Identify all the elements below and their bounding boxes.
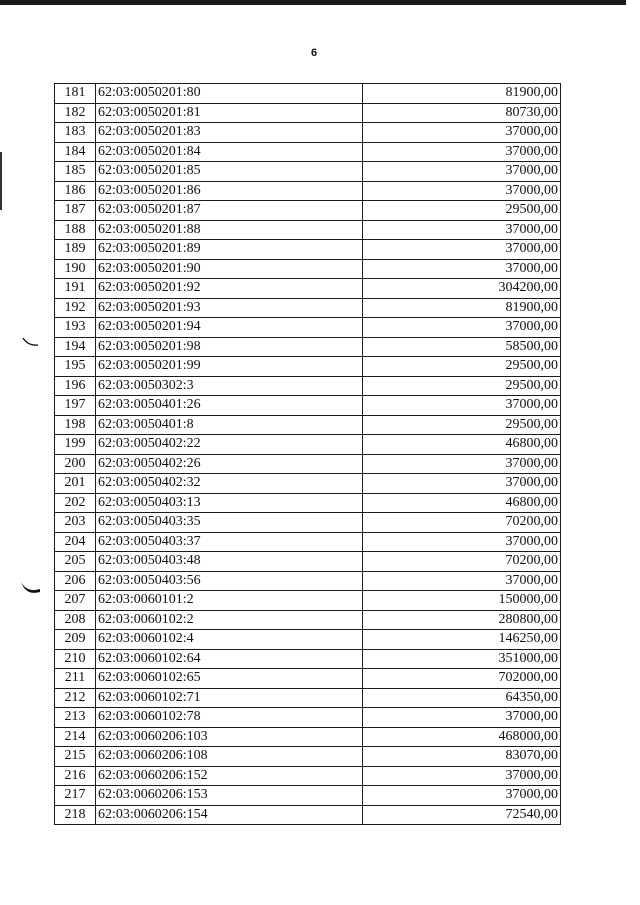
cadastral-number: 62:03:0050201:86 — [96, 181, 363, 201]
cadastral-number: 62:03:0050201:88 — [96, 220, 363, 240]
row-number: 191 — [55, 279, 96, 299]
cadastral-number: 62:03:0050403:13 — [96, 493, 363, 513]
cadastral-value: 702000,00 — [363, 669, 561, 689]
scan-mark-top — [22, 334, 40, 350]
cadastral-value: 37000,00 — [363, 240, 561, 260]
row-number: 209 — [55, 630, 96, 650]
row-number: 212 — [55, 688, 96, 708]
table-row — [55, 337, 561, 357]
row-number: 206 — [55, 571, 96, 591]
table-row — [55, 162, 561, 182]
cadastral-value: 351000,00 — [363, 649, 561, 669]
cadastral-value: 29500,00 — [363, 357, 561, 377]
cadastral-value: 37000,00 — [363, 454, 561, 474]
row-number: 189 — [55, 240, 96, 260]
cadastral-value: 70200,00 — [363, 513, 561, 533]
cadastral-value: 81900,00 — [363, 298, 561, 318]
cadastral-number: 62:03:0060102:64 — [96, 649, 363, 669]
cadastral-number: 62:03:0050201:89 — [96, 240, 363, 260]
cadastral-value: 80730,00 — [363, 103, 561, 123]
cadastral-value: 29500,00 — [363, 415, 561, 435]
cadastral-number: 62:03:0050201:87 — [96, 201, 363, 221]
cadastral-number: 62:03:0050302:3 — [96, 376, 363, 396]
row-number: 217 — [55, 786, 96, 806]
row-number: 201 — [55, 474, 96, 494]
cadastral-value: 37000,00 — [363, 532, 561, 552]
cadastral-value: 37000,00 — [363, 766, 561, 786]
cadastral-value: 37000,00 — [363, 142, 561, 162]
cadastral-number: 62:03:0060102:2 — [96, 610, 363, 630]
cadastral-number: 62:03:0050201:92 — [96, 279, 363, 299]
cadastral-number: 62:03:0060102:78 — [96, 708, 363, 728]
table-row — [55, 84, 561, 104]
cadastral-number: 62:03:0050403:56 — [96, 571, 363, 591]
cadastral-value: 304200,00 — [363, 279, 561, 299]
row-number: 188 — [55, 220, 96, 240]
row-number: 185 — [55, 162, 96, 182]
cadastral-value: 37000,00 — [363, 786, 561, 806]
row-number: 213 — [55, 708, 96, 728]
row-number: 192 — [55, 298, 96, 318]
cadastral-number: 62:03:0060206:152 — [96, 766, 363, 786]
table-row — [55, 240, 561, 260]
row-number: 196 — [55, 376, 96, 396]
row-number: 193 — [55, 318, 96, 338]
cadastral-value: 37000,00 — [363, 474, 561, 494]
row-number: 218 — [55, 805, 96, 825]
row-number: 207 — [55, 591, 96, 611]
cadastral-number: 62:03:0050402:22 — [96, 435, 363, 455]
table-row — [55, 552, 561, 572]
cadastral-number: 62:03:0060206:103 — [96, 727, 363, 747]
row-number: 182 — [55, 103, 96, 123]
cadastral-number: 62:03:0050402:26 — [96, 454, 363, 474]
cadastral-value: 83070,00 — [363, 747, 561, 767]
cadastral-value: 146250,00 — [363, 630, 561, 650]
cadastral-number: 62:03:0050201:94 — [96, 318, 363, 338]
cadastral-number: 62:03:0060206:108 — [96, 747, 363, 767]
page-number: 6 — [310, 47, 318, 59]
cadastral-value: 46800,00 — [363, 435, 561, 455]
row-number: 195 — [55, 357, 96, 377]
table-row — [55, 669, 561, 689]
cadastral-number: 62:03:0060102:71 — [96, 688, 363, 708]
cadastral-number: 62:03:0050201:98 — [96, 337, 363, 357]
cadastral-value: 70200,00 — [363, 552, 561, 572]
table-row — [55, 474, 561, 494]
table-row — [55, 318, 561, 338]
table-row — [55, 591, 561, 611]
table-row — [55, 630, 561, 650]
cadastral-value: 37000,00 — [363, 181, 561, 201]
table-row — [55, 123, 561, 143]
row-number: 190 — [55, 259, 96, 279]
table-row — [55, 181, 561, 201]
table-body — [55, 84, 561, 825]
cadastral-value: 58500,00 — [363, 337, 561, 357]
cadastral-number: 62:03:0050201:80 — [96, 84, 363, 104]
cadastral-value: 29500,00 — [363, 376, 561, 396]
row-number: 181 — [55, 84, 96, 104]
table-row — [55, 435, 561, 455]
table-row — [55, 220, 561, 240]
table-row — [55, 376, 561, 396]
table-row — [55, 727, 561, 747]
row-number: 208 — [55, 610, 96, 630]
row-number: 198 — [55, 415, 96, 435]
table-row — [55, 571, 561, 591]
table-row — [55, 513, 561, 533]
table-row — [55, 103, 561, 123]
table-row — [55, 454, 561, 474]
cadastral-number: 62:03:0060102:65 — [96, 669, 363, 689]
cadastral-value: 37000,00 — [363, 259, 561, 279]
table-row — [55, 259, 561, 279]
row-number: 214 — [55, 727, 96, 747]
row-number: 184 — [55, 142, 96, 162]
row-number: 197 — [55, 396, 96, 416]
cadastral-number: 62:03:0050201:84 — [96, 142, 363, 162]
cadastral-value: 37000,00 — [363, 123, 561, 143]
row-number: 194 — [55, 337, 96, 357]
cadastral-value: 37000,00 — [363, 220, 561, 240]
table-row — [55, 493, 561, 513]
cadastral-value: 280800,00 — [363, 610, 561, 630]
table-row — [55, 688, 561, 708]
cadastral-value: 37000,00 — [363, 708, 561, 728]
table-row — [55, 786, 561, 806]
cadastral-number: 62:03:0060206:154 — [96, 805, 363, 825]
cadastral-number: 62:03:0060206:153 — [96, 786, 363, 806]
cadastral-value: 81900,00 — [363, 84, 561, 104]
row-number: 210 — [55, 649, 96, 669]
cadastral-value: 64350,00 — [363, 688, 561, 708]
row-number: 216 — [55, 766, 96, 786]
top-border-line — [0, 0, 626, 5]
table-row — [55, 766, 561, 786]
cadastral-value: 37000,00 — [363, 571, 561, 591]
table-row — [55, 610, 561, 630]
row-number: 199 — [55, 435, 96, 455]
cadastral-number: 62:03:0060102:4 — [96, 630, 363, 650]
table-row — [55, 298, 561, 318]
row-number: 203 — [55, 513, 96, 533]
table-row — [55, 279, 561, 299]
cadastral-value-table — [54, 83, 561, 825]
cadastral-value: 29500,00 — [363, 201, 561, 221]
table-row — [55, 396, 561, 416]
cadastral-number: 62:03:0050201:90 — [96, 259, 363, 279]
table-row — [55, 708, 561, 728]
row-number: 187 — [55, 201, 96, 221]
scan-mark-bottom — [20, 576, 42, 596]
cadastral-number: 62:03:0050403:37 — [96, 532, 363, 552]
row-number: 204 — [55, 532, 96, 552]
cadastral-number: 62:03:0050201:81 — [96, 103, 363, 123]
cadastral-value: 37000,00 — [363, 396, 561, 416]
table-row — [55, 201, 561, 221]
cadastral-value: 468000,00 — [363, 727, 561, 747]
cadastral-value: 37000,00 — [363, 318, 561, 338]
scan-edge-mark — [0, 152, 2, 210]
row-number: 205 — [55, 552, 96, 572]
table-row — [55, 649, 561, 669]
cadastral-number: 62:03:0050402:32 — [96, 474, 363, 494]
table-row — [55, 532, 561, 552]
table-row — [55, 747, 561, 767]
cadastral-number: 62:03:0050403:35 — [96, 513, 363, 533]
row-number: 215 — [55, 747, 96, 767]
table-row — [55, 415, 561, 435]
cadastral-value: 150000,00 — [363, 591, 561, 611]
cadastral-number: 62:03:0050201:85 — [96, 162, 363, 182]
cadastral-value: 37000,00 — [363, 162, 561, 182]
cadastral-value: 46800,00 — [363, 493, 561, 513]
table-row — [55, 357, 561, 377]
cadastral-number: 62:03:0050401:26 — [96, 396, 363, 416]
row-number: 211 — [55, 669, 96, 689]
row-number: 186 — [55, 181, 96, 201]
row-number: 202 — [55, 493, 96, 513]
cadastral-number: 62:03:0050403:48 — [96, 552, 363, 572]
row-number: 200 — [55, 454, 96, 474]
cadastral-number: 62:03:0050201:83 — [96, 123, 363, 143]
row-number: 183 — [55, 123, 96, 143]
cadastral-number: 62:03:0050201:99 — [96, 357, 363, 377]
cadastral-number: 62:03:0060101:2 — [96, 591, 363, 611]
cadastral-number: 62:03:0050401:8 — [96, 415, 363, 435]
cadastral-number: 62:03:0050201:93 — [96, 298, 363, 318]
cadastral-value: 72540,00 — [363, 805, 561, 825]
table-row — [55, 805, 561, 825]
table-row — [55, 142, 561, 162]
